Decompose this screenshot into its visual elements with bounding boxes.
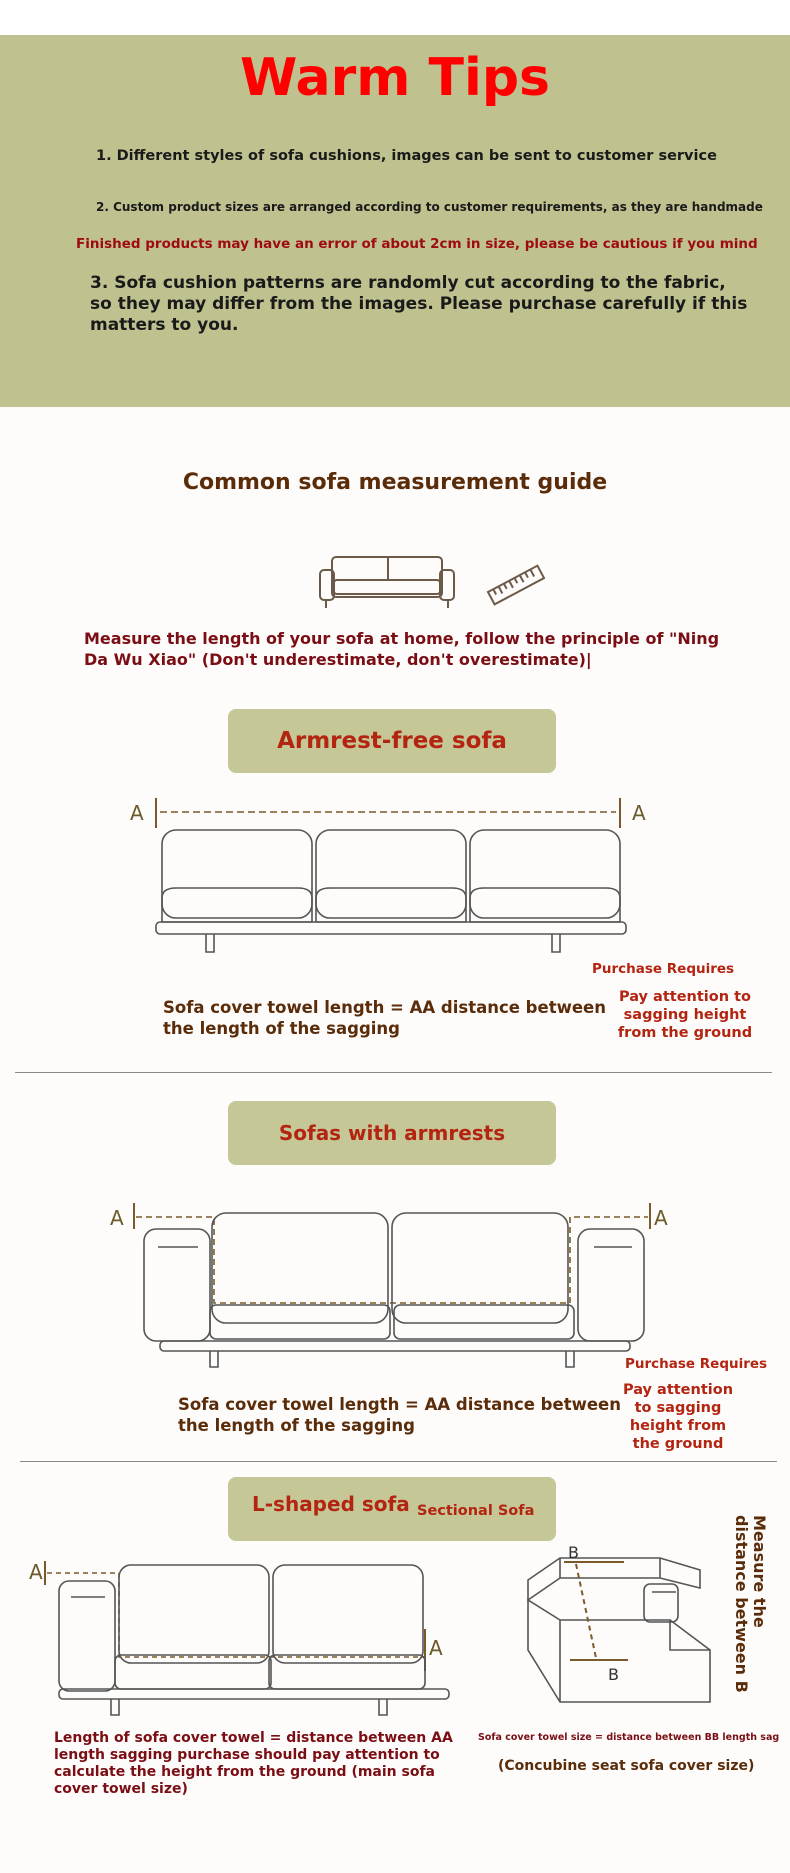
purchase-requires-body: Pay attention to sagging height from the ground bbox=[622, 1382, 734, 1452]
marker-a-right: A bbox=[654, 1206, 668, 1230]
measure-note: Measure the length of your sofa at home, follow the principle of "Ning Da Wu Xiao" (Don't underestimate, don't overestimate)| bbox=[84, 629, 720, 669]
armrest-free-heading: Armrest-free sofa bbox=[228, 709, 556, 773]
purchase-requires-title: Purchase Requires bbox=[625, 1356, 768, 1372]
sofa-ruler-icon bbox=[318, 552, 548, 614]
tip-1: 1. Different styles of sofa cushions, images can be sent to customer service bbox=[96, 148, 717, 164]
armrests-formula: Sofa cover towel length = AA distance between the length of the sagging bbox=[178, 1395, 621, 1435]
l-shaped-heading: L-shaped sofa bbox=[252, 1492, 410, 1516]
marker-a-right: A bbox=[429, 1636, 443, 1660]
sectional-subheading: Sectional Sofa bbox=[417, 1503, 535, 1519]
bb-formula: Sofa cover towel size = distance between BB length sag bbox=[478, 1732, 780, 1743]
marker-a-left: A bbox=[110, 1206, 124, 1230]
measure-b-note: Measure the distance between B bbox=[732, 1515, 769, 1693]
armrest-free-formula: Sofa cover towel length = AA distance between the length of the sagging bbox=[163, 998, 606, 1038]
marker-a-left: A bbox=[130, 801, 144, 825]
tip-2-note: Finished products may have an error of about 2cm in size, please be cautious if you mind bbox=[76, 236, 758, 252]
purchase-requires-body: Pay attention to sagging height from the ground bbox=[617, 989, 753, 1041]
concubine-note: (Concubine seat sofa cover size) bbox=[498, 1758, 755, 1774]
tip-2: 2. Custom product sizes are arranged according to customer requirements, as they are handmade bbox=[96, 200, 763, 214]
l-shaped-formula: Length of sofa cover towel = distance between AA length sagging purchase should pay attention to calculate the height from the ground (main sofa cover towel size) bbox=[54, 1730, 453, 1797]
armrest-free-sofa-diagram bbox=[120, 790, 660, 990]
section-divider bbox=[20, 1461, 777, 1462]
armrests-sofa-diagram bbox=[100, 1195, 668, 1385]
tips-title: Warm Tips bbox=[240, 48, 550, 108]
marker-a-right: A bbox=[632, 801, 646, 825]
section-divider bbox=[15, 1072, 772, 1073]
marker-b-top: B bbox=[568, 1543, 579, 1562]
armrests-heading: Sofas with armrests bbox=[228, 1101, 556, 1165]
guide-title: Common sofa measurement guide bbox=[182, 470, 608, 495]
marker-b-bottom: B bbox=[608, 1665, 619, 1684]
purchase-requires-title: Purchase Requires bbox=[592, 961, 735, 977]
l-shaped-sofa-diagram bbox=[25, 1555, 465, 1715]
marker-a-left: A bbox=[29, 1560, 43, 1584]
chaise-diagram bbox=[520, 1540, 730, 1710]
tip-3: 3. Sofa cushion patterns are randomly cut according to the fabric, so they may differ from the images. Please purchase carefully if this matters to you. bbox=[90, 273, 748, 335]
